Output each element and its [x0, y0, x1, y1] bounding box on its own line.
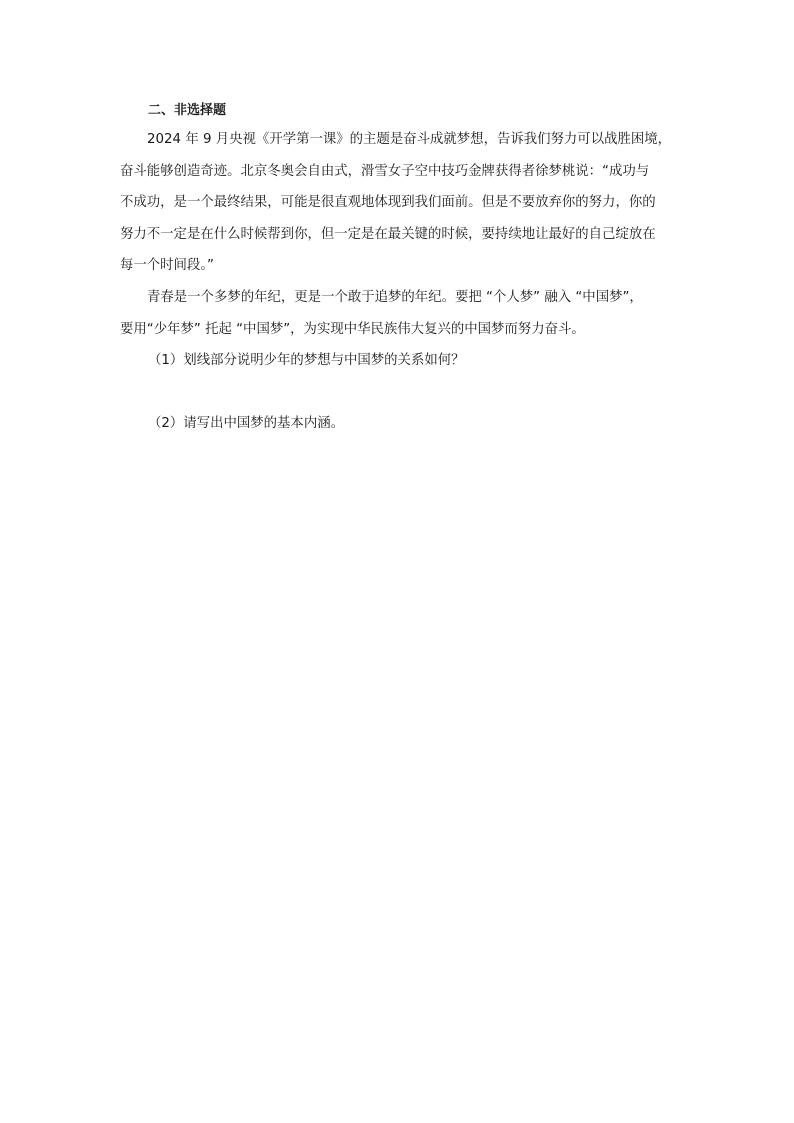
- question-one: （1）划线部分说明少年的梦想与中国梦的关系如何？: [148, 353, 465, 369]
- question-two: （2）请写出中国梦的基本内涵。: [148, 415, 344, 431]
- passage-two-line: 青春是一个多梦的年纪，更是一个敢于追梦的年纪。要把 “个人梦” 融入 “中国梦”，: [147, 289, 643, 305]
- passage-one: [120, 124, 676, 282]
- document-content: [120, 98, 676, 439]
- passage-two: [120, 282, 676, 345]
- passage-one-line: 每一个时间段。”: [120, 258, 214, 274]
- passage-one-line: 不成功，是一个最终结果，可能是很直观地体现到我们面前。但是不要放弃你的努力，你的: [120, 195, 656, 211]
- passage-two-line: 要用“少年梦” 托起 “中国梦”，为实现中华民族伟大复兴的中国梦而努力奋斗。: [120, 321, 585, 337]
- passage-one-line: 奋斗能够创造奇迹。北京冬奥会自由式，滑雪女子空中技巧金牌获得者徐梦桃说：“成功与: [120, 163, 650, 179]
- section-title: 二、非选择题: [148, 103, 227, 118]
- passage-one-line: 努力不一定是在什么时候帮到你，但一定是在最关键的时候，要持续地让最好的自己绽放在: [120, 226, 656, 242]
- passage-one-line: 2024 年 9 月央视《开学第一课》的主题是奋斗成就梦想，告诉我们努力可以战胜困境，: [147, 132, 672, 147]
